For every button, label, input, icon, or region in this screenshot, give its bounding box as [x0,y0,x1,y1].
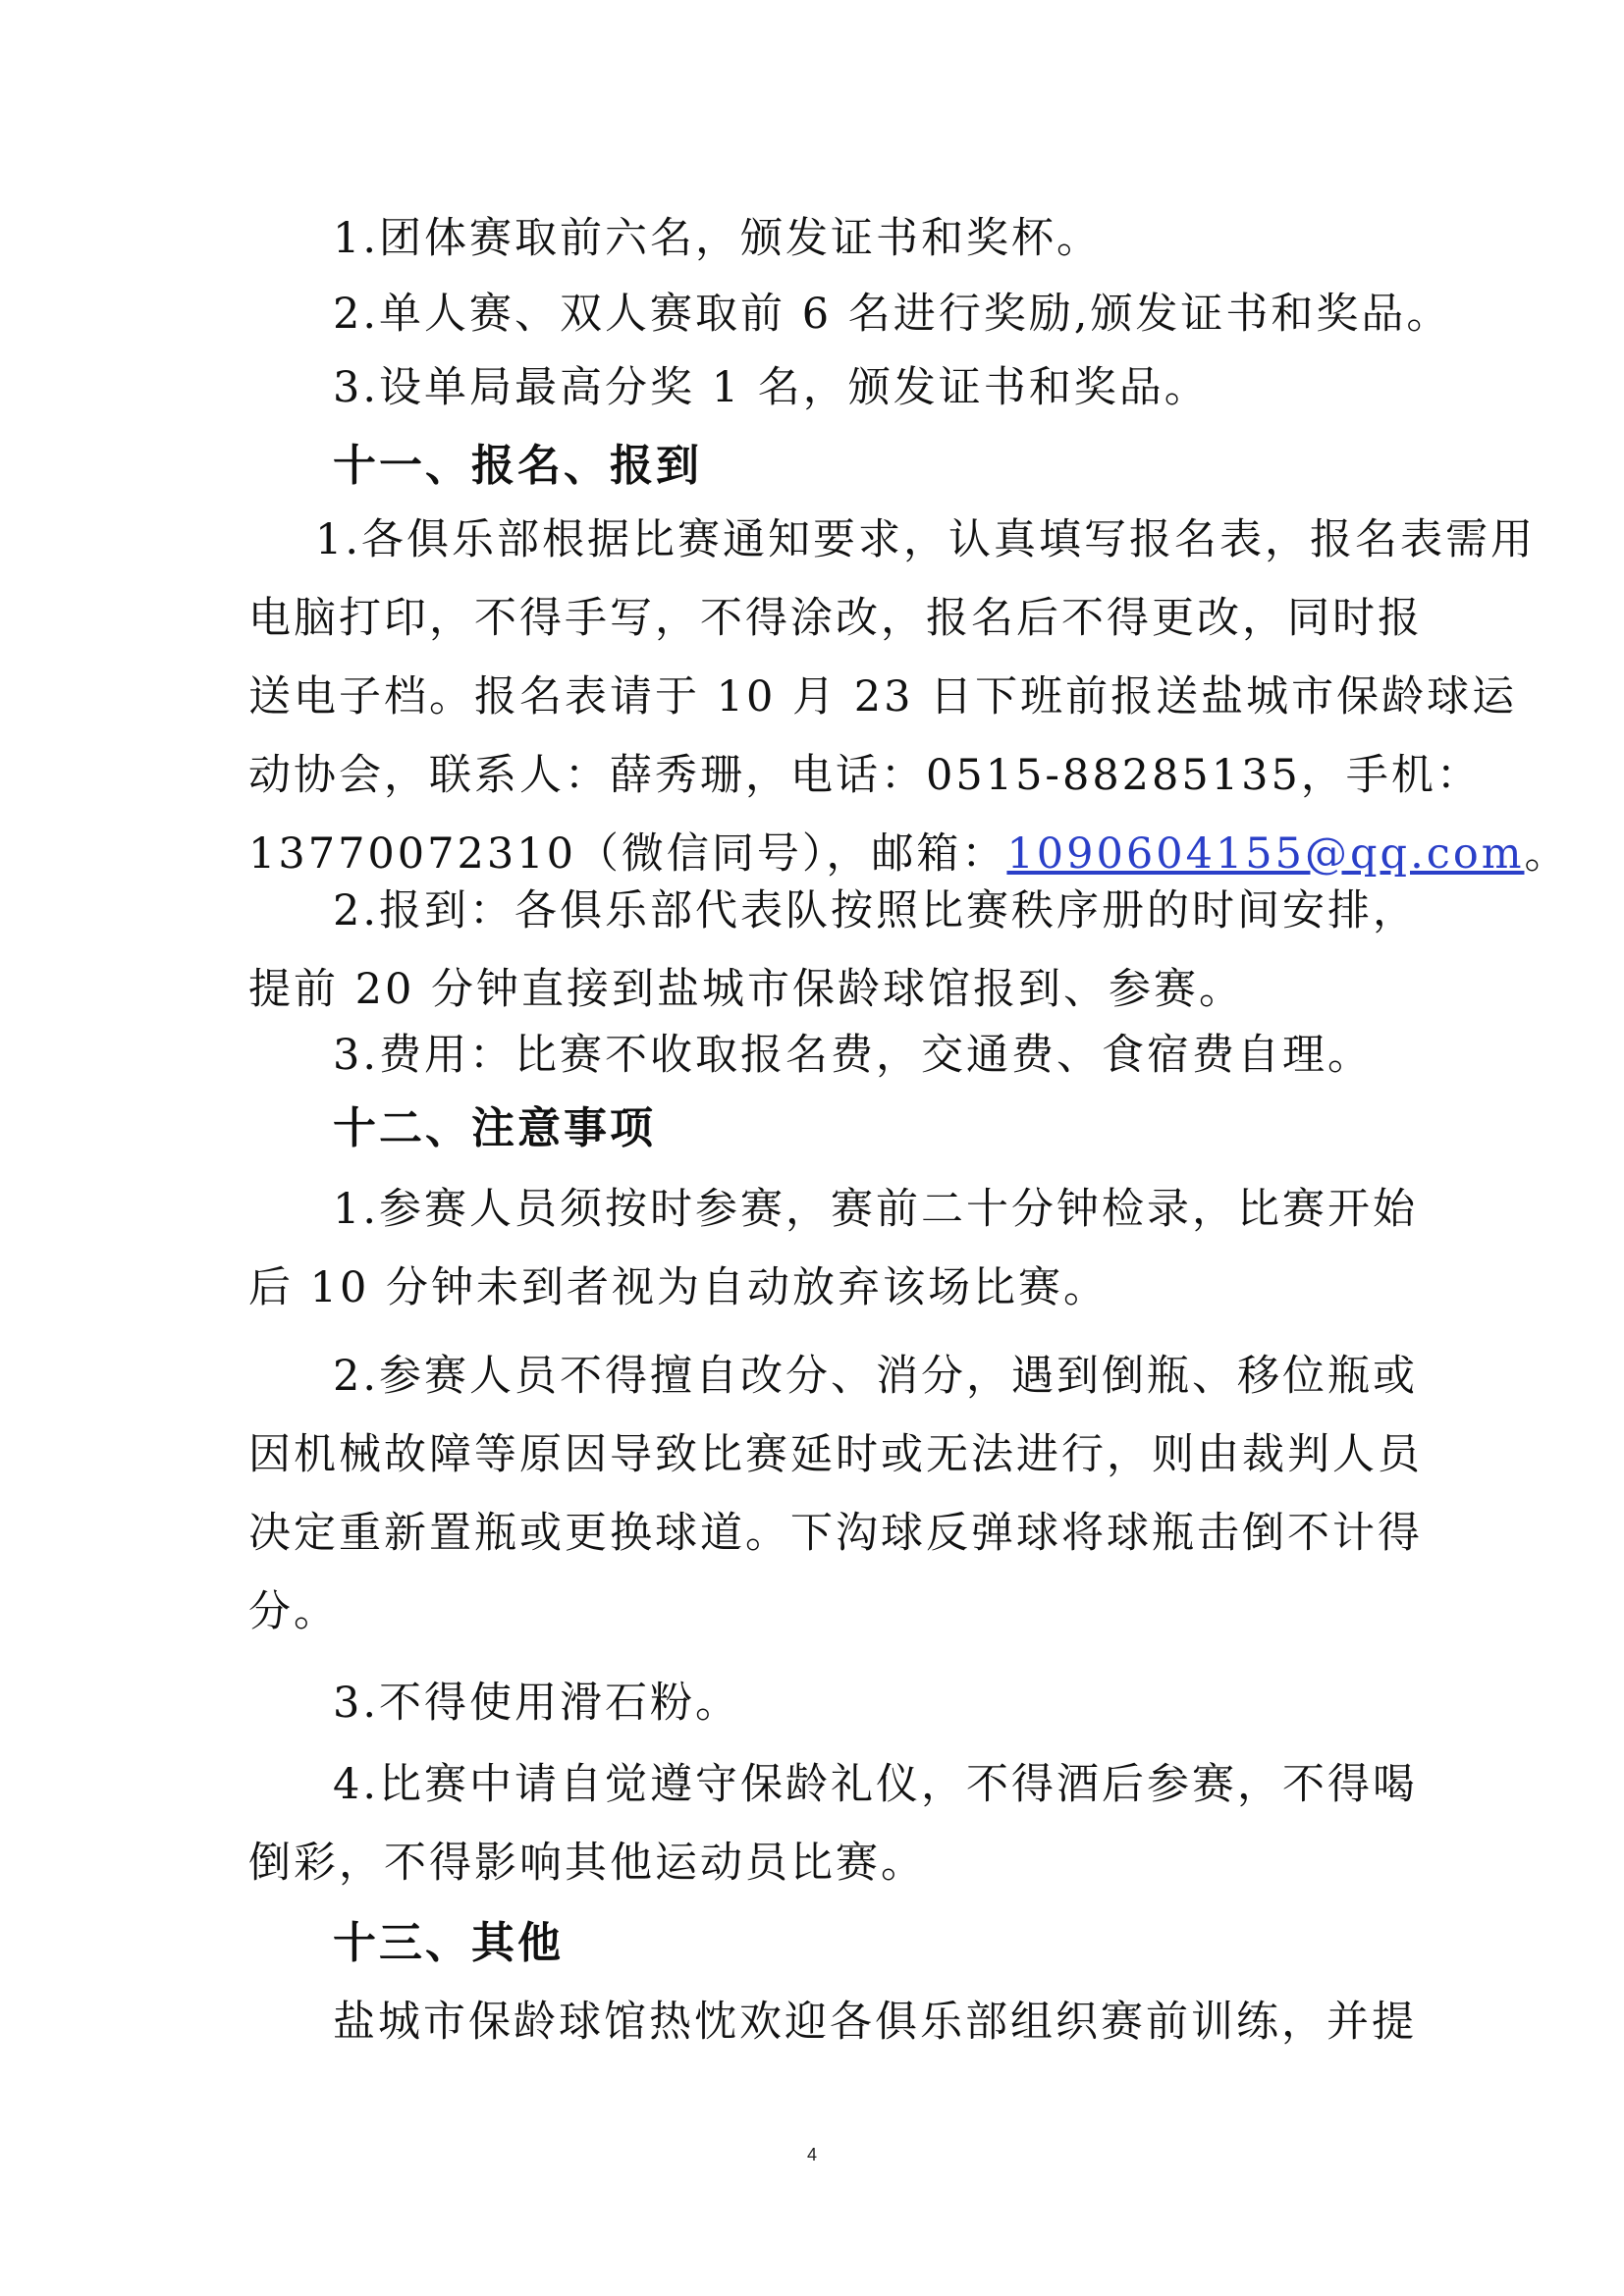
contact-phone-text: 13770072310（微信同号），邮箱： [248,829,1007,879]
section-12-item-2-line-1: 2.参赛人员不得擅自改分、消分，遇到倒瓶、移位瓶或 [333,1352,1419,1401]
section-12-item-3: 3.不得使用滑石粉。 [333,1679,741,1728]
award-item-3: 3.设单局最高分奖 1 名，颁发证书和奖品。 [333,363,1210,412]
section-11-heading: 十一、报名、报到 [333,441,702,491]
section-12-item-1 [248,1170,1419,1327]
section-12-item-2-line-3: 决定重新置瓶或更换球道。下沟球反弹球将球瓶击倒不计得 [248,1509,1423,1558]
section-11-item-2-line-1: 2.报到：各俱乐部代表队按照比赛秩序册的时间安排， [333,886,1419,935]
section-12-item-4-line-2: 倒彩，不得影响其他运动员比赛。 [248,1839,926,1888]
section-12-item-2-line-2: 因机械故障等原因导致比赛延时或无法进行，则由裁判人员 [248,1430,1423,1479]
section-11-item-2 [248,872,1419,1029]
award-item-1: 1.团体赛取前六名，颁发证书和奖杯。 [333,214,1103,263]
section-12-item-1-line-1: 1.参赛人员须按时参赛，赛前二十分钟检录，比赛开始 [333,1185,1419,1234]
page-number: 4 [806,2145,817,2164]
award-item-2: 2.单人赛、双人赛取前 6 名进行奖励,颁发证书和奖品。 [333,290,1452,339]
section-12-item-4-line-1: 4.比赛中请自觉遵守保龄礼仪，不得酒后参赛，不得喝 [333,1760,1419,1809]
line-end-punctuation: 。 [1524,829,1570,879]
section-12-item-2-line-4: 分。 [248,1587,339,1636]
section-11-item-1-line-3: 送电子档。报名表请于 10 月 23 日下班前报送盐城市保龄球运 [248,672,1518,721]
section-13-line-1: 盐城市保龄球馆热忱欢迎各俱乐部组织赛前训练，并提 [333,1998,1417,2047]
section-13-heading: 十三、其他 [333,1918,564,1968]
section-11-item-2-line-2: 提前 20 分钟直接到盐城市保龄球馆报到、参赛。 [248,965,1245,1014]
section-11-item-1-line-1: 1.各俱乐部根据比赛通知要求，认真填写报名表，报名表需用 [315,515,1537,564]
section-12-heading: 十二、注意事项 [333,1103,656,1153]
section-11-item-3: 3.费用：比赛不收取报名费，交通费、食宿费自理。 [333,1031,1374,1080]
section-11-item-1 [248,501,1570,893]
section-11-item-1-line-2: 电脑打印，不得手写，不得涂改，报名后不得更改，同时报 [248,594,1423,643]
section-12-item-4 [248,1745,1419,1902]
section-12-item-2 [248,1337,1423,1651]
section-12-item-1-line-2: 后 10 分钟未到者视为自动放弃该场比赛。 [248,1263,1110,1312]
email-link[interactable]: 1090604155@qq.com [1006,829,1525,879]
section-11-item-1-line-4: 动协会，联系人：薛秀珊，电话：0515-88285135，手机： [248,751,1482,800]
